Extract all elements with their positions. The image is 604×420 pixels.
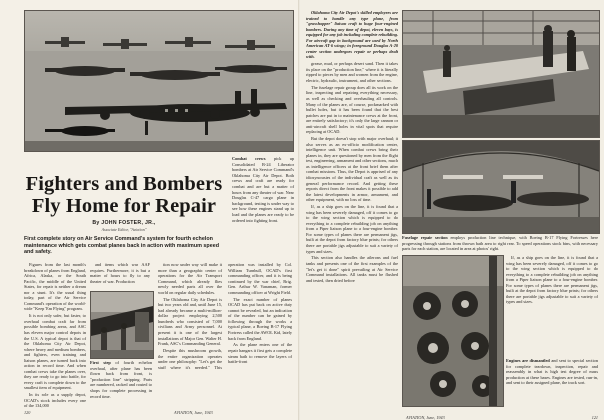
engines-caption [506,358,598,386]
engines-photo [402,255,504,407]
article-title [24,173,224,217]
wing-repair-image [403,11,599,137]
byline: By JOHN FOSTER, JR., [92,220,156,226]
paragraph: and items which war AAF requires. Furthermore, it is but a matter of hours to fly to any theater of war. Production [90,262,150,284]
left-column-1 [24,262,86,410]
paragraph: The exact number of planes OCAD has put back on active duty cannot be revealed, but an indication of the number can be gained by following through the works a typical plane, a Boeing B-17 Flying Fortress called the AWOL Kid, lately back from England. [228,296,292,341]
left-column-3 [158,262,292,408]
bombers-photo-image [25,11,293,151]
combat-crews-caption [232,156,294,223]
title-line-2: Fly Home for Repair [31,195,217,217]
paragraph: In its role as a supply depot, OCAD's stock includes every one of the 134,000 [24,392,86,409]
caption-body: and sent to special section for complete teardown, inspection, repair and reassembly in what is high test degree of mass production at these bases. Engines are tested, run-in, and sent to their assigned plane, the track sort. [506,358,598,386]
paragraph: Despite this mushroom growth, the entire organization operates under one philosophy: "Let's get the stuff where it's needed." This operation was installed by Col. William Turnbull, OCAD's first commanding officer, and it is being continued by the war chief, Brig. Gen. Arthur W. Vanaman, former commanding officer at Wright Field. [158,262,292,370]
paragraph: tion now under way will make it more than a geographic center of operations for the Air Transport Command, which already flies newly needed parts all over the world on regular daily schedules. [158,262,222,295]
right-magazine-line: AVIATION, June, 1943 [406,415,445,420]
right-page [300,0,604,420]
paragraph: The fuselage repair group does all its work on the line, inspecting and repairing everything necessary, as well as checking and overhauling all controls. Many of the planes are, of course, pockmarked with bullet holes, but it has been found that the best patches are put in to maintenance crews at the front, are entirely satisfactory; it's only the large cannon or anti-aircraft shell holes in vital spots that require replacing at OCAD. [306,84,398,135]
stripping-photo-image [91,292,153,358]
caption-lead: Combat crews [232,156,266,161]
caption-body: employs production line technique, with Boeing B-17 Flying Fortresses here progressing through stations from thrown bath area to right rear. To speed operations stock bins, with necessary parts for each station, are located in area at photos' right. [402,235,599,252]
paragraph-intro: Oklahoma City Air Depot's skilled employees are trained to handle any type plane, from "grasshopper" liaison craft to huge four-engined bombers. During any time of depot, eleven bays, is equipped for any job including complete rebuilding. For aircraft gap in background are used by North American AT-6 wings; in foreground Douglas A-20 center section undergoes repair or perhaps dealt with. [306,10,398,60]
left-magazine-line: AVIATION, June, 1943 [174,410,213,415]
paragraph: This section also handles the ailerons and fuel tanks and presents one of the first examples of the "let's get it done" spirit prevailing at Air Service Command installations. All tanks must be flushed and tested, then dried before [306,255,398,283]
stripping-photo [90,291,154,359]
fuselage-hangar-image [403,141,599,233]
paragraph: If, as a ship goes on the line, it is found that a wing has been severely damaged, off it comes to go to the wing section which is equipped to do everything to a complete rebuilding job on anything from a Piper liaison plane to a four-engine bomber. For some types of planes there are permanent jigs, built at the depot from factory blue prints; for others there are portable jigs adjustable to suit a variety of types and sizes. [506,255,598,305]
paragraph: As the plane enters one of the repair hangars it first gets a complete steam bath to remove the layers of battle-front [228,342,292,365]
caption-lead: Engines are dismantled [506,358,550,363]
paragraph: If, as a ship goes on the line, it is found that a wing has been severely damaged, off it comes to go to the wing section which is equipped to do everything to a complete rebuilding job on anything from a Piper liaison plane to a four-engine bomber. For some types of planes there are permanent jigs, built at the depot from factory blue prints; for others there are portable jigs adjustable to suit a variety of types and sizes. [306,204,398,254]
left-footer [24,410,292,415]
paragraph: grease, mud, or perhaps desert sand. Then it takes its place on the "production line," where it is literally ripped to pieces by men and women from the engine, electric, hydraulic, instrument, and other sections. [306,61,398,83]
left-page-number: 120 [24,410,31,415]
article-deck: First complete story on Air Service Command's system for fourth echelon maintenance which gets combat planes back in action with maximum speed and safety. [24,236,220,256]
paragraph: It is not only safer, but faster, to overhaul combat craft far from possible bombing areas, and ASC has eleven major control depots in the U.S. A typical depot is that of the Oklahoma City Air Depot, where heavy and medium bombers, and fighters, even training and liaison planes, are turned back into action in record time. And when combat crews take the planes over, they are ready to go into battle, for every craft is complete down to the smallest item of equipment. [24,313,86,391]
caption-body: of fourth echelon overhaul, after plane has been flown back from front, is "production line" stripping. Parts are numbered, racked and routed to shops for complete processing in record time. [90,360,152,399]
paragraph: Figures from the last month's breakdown of planes from England, Africa, Alaska, or the South Pacific, the middle of the United States, for repair is neither a dream nor a stunt. It's the usual thing today, part of the Air Service Command's operation of the world-wide "Keep 'Em Flying" program. [24,262,86,312]
right-column-2 [506,255,598,355]
byline-role: Associate Editor, "Aviation" [101,227,147,232]
wing-repair-photo [402,10,600,138]
caption-lead: Fuselage repair section [402,235,448,240]
caption-lead: First step [90,360,111,365]
right-page-number: 121 [591,415,598,420]
right-column-1 [306,10,398,406]
first-step-caption [90,360,152,399]
engines-image [403,256,503,406]
title-line-1: Fighters and Bombers [25,173,223,195]
left-page [0,0,300,420]
left-column-2 [90,262,150,286]
fuselage-caption [402,235,598,252]
paragraph: But the depot doesn't stop with major overhaul; it also serves as an ex-officio modification center, intelligence unit. When combat crews bring their planes in, they are questioned by men from the flight test, engineering, armament and other sections, much as intelligence officers at the front brief them after combat missions. Thus, the Depot is apprised of any idiosyncrasies of the individual craft as well as its general performance record. And getting these reports direct from the front makes it possible to add the latest developments in armor, armament, and other equipment, with no loss of time. [306,136,398,203]
paragraph: The Oklahoma City Air Depot is but two years old and, until June 15, had already became a multi-million-dollar project employing 2,500 hundreds who consisted of 7,000 civilians and Army personnel. At present it is one of the largest installations of Major Gen. Walter H. Frank, ASC's Commanding General. [158,296,222,347]
caption-body: pick up Consolidated B-24 Liberator bombers at Air Service Command's Oklahoma City Air Depot. Both crews and craft are ready for combat and are but a matter of hours from any theater of war. Near Douglas C-47 cargo plane in background, testing is under way to see how these engines stand up to load and the planes are ready to be ordered into fighting front. [232,156,295,223]
bombers-flightline-photo [24,10,294,152]
fuselage-hangar-photo [402,140,600,234]
